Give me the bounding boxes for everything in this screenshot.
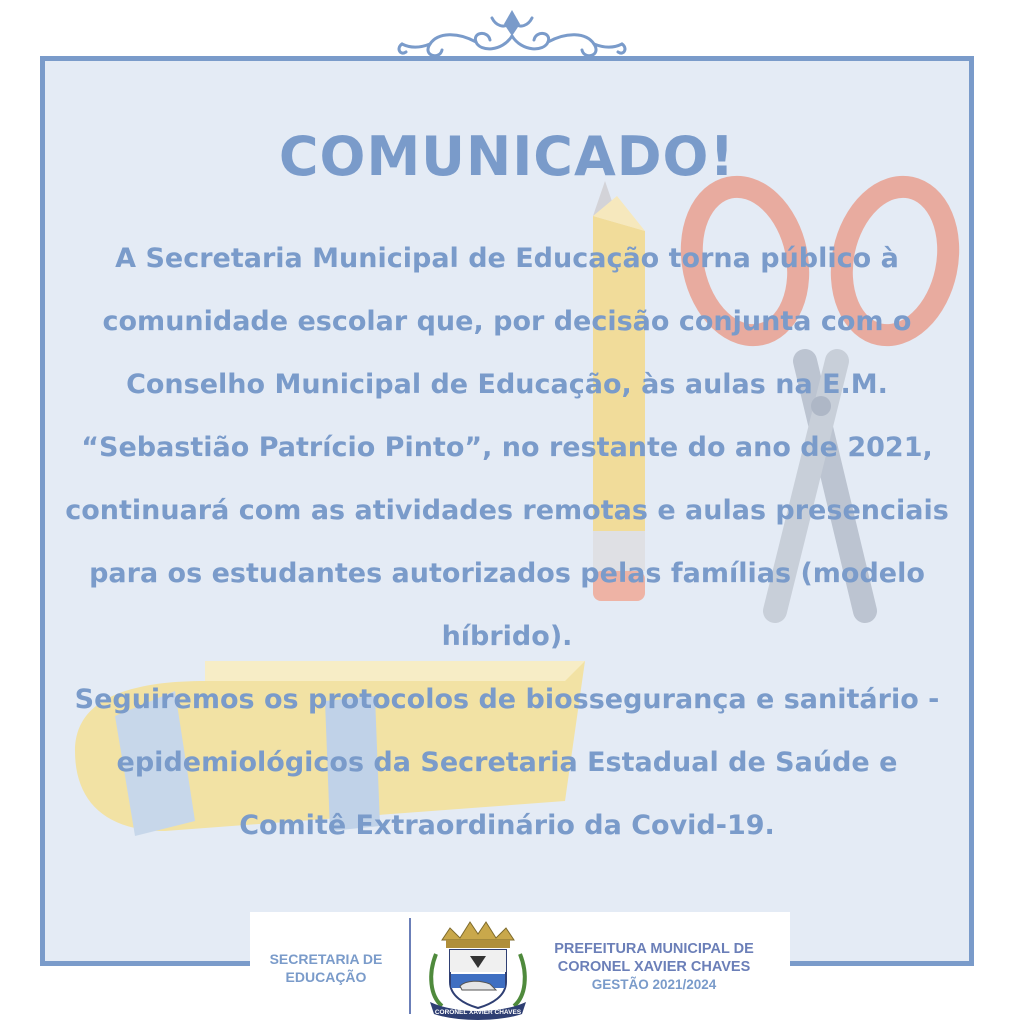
prefeitura-label (536, 940, 772, 994)
notice-paragraph: A Secretaria Municipal de Educação torna público à comunidade escolar que, por decisão conjunta com o Conselho Municipal de Educação, às aulas na E.M. “Sebastião Patrício Pinto”, no restante do ano de 2021, continuará com as atividades remotas e aulas presenciais para os estudantes autorizados pelas famílias (modelo híbrido). (65, 243, 949, 652)
page-title: COMUNICADO! (278, 125, 736, 188)
secretaria-line-2: EDUCAÇÃO (285, 969, 367, 985)
prefeitura-line-2: CORONEL XAVIER CHAVES (557, 959, 751, 975)
secretaria-label (256, 950, 396, 986)
notice-body (63, 227, 951, 857)
gestao-label: GESTÃO 2021/2024 (591, 977, 717, 992)
crest-banner-text: CORONEL XAVIER CHAVES (434, 1009, 522, 1016)
notice-frame (40, 56, 974, 966)
municipal-crest-icon (420, 904, 536, 1020)
notice-paragraph: Seguiremos os protocolos de biossegurança e sanitário - epidemiológicos da Secretaria Estadual de Saúde e Comitê Extraordinário da Covid-19. (74, 684, 940, 841)
secretaria-line-1: SECRETARIA DE (269, 951, 383, 967)
prefeitura-line-1: PREFEITURA MUNICIPAL DE (554, 941, 754, 957)
footer-divider (409, 918, 411, 1014)
